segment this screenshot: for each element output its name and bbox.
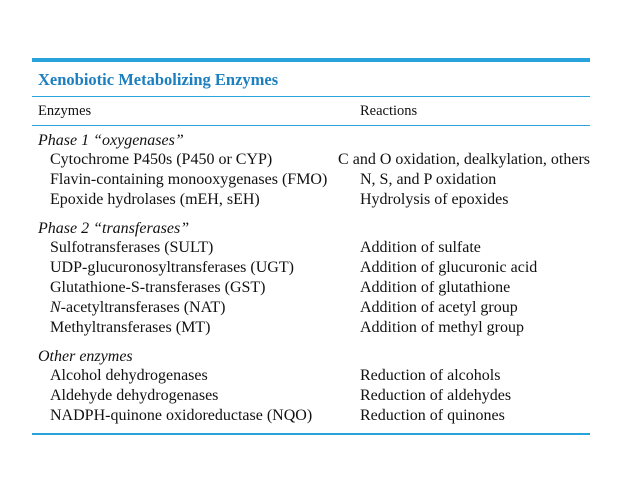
- table-bottom-rule: [32, 433, 590, 435]
- enzyme-cell: Epoxide hydrolases (mEH, sEH): [50, 191, 260, 208]
- enzyme-name: -acetyltransferases (NAT): [60, 299, 226, 316]
- enzyme-prefix: N: [50, 299, 61, 316]
- section-other: [32, 342, 590, 430]
- reaction-cell: C and O oxidation, dealkylation, others: [338, 151, 590, 168]
- reaction-cell: Reduction of aldehydes: [360, 387, 512, 404]
- table-row: [32, 318, 590, 338]
- enzyme-cell: Sulfotransferases (SULT): [50, 239, 214, 256]
- table-title: Xenobiotic Metabolizing Enzymes: [38, 70, 279, 89]
- enzyme-cell: UDP-glucuronosyltransferases (UGT): [50, 259, 294, 276]
- section-phase-1: [32, 126, 590, 214]
- reaction-cell: Reduction of quinones: [360, 407, 505, 424]
- enzyme-cell: Aldehyde dehydrogenases: [50, 387, 219, 404]
- enzyme-cell: NADPH-quinone oxidoreductase (NQO): [50, 407, 313, 424]
- enzyme-table: [32, 58, 590, 435]
- enzyme-cell: Alcohol dehydrogenases: [50, 367, 208, 384]
- reaction-cell: Addition of glucuronic acid: [360, 259, 538, 276]
- enzyme-cell: [32, 298, 360, 318]
- table-row: [32, 170, 590, 190]
- enzyme-cell: Flavin-containing monooxygenases (FMO): [50, 171, 328, 188]
- reaction-cell: Addition of glutathione: [360, 279, 511, 296]
- table-row: [32, 366, 590, 386]
- table-row: [32, 238, 590, 258]
- enzyme-cell: Methyltransferases (MT): [50, 319, 211, 336]
- table-row: [32, 406, 590, 426]
- table-row: [32, 190, 590, 210]
- table-row: [32, 386, 590, 406]
- section-title: Other enzymes: [38, 348, 133, 365]
- enzyme-cell: Glutathione-S-transferases (GST): [50, 279, 266, 296]
- section-phase-2: [32, 214, 590, 342]
- reaction-cell: Addition of acetyl group: [360, 299, 518, 316]
- table-row: [32, 258, 590, 278]
- header-enzymes: Enzymes: [38, 103, 92, 119]
- section-title: Phase 2 “transferases”: [38, 220, 190, 237]
- table-row: [32, 278, 590, 298]
- table-row: [32, 150, 590, 170]
- reaction-cell: Addition of methyl group: [360, 319, 524, 336]
- section-title: Phase 1 “oxygenases”: [38, 132, 184, 149]
- reaction-cell: Addition of sulfate: [360, 239, 481, 256]
- enzyme-cell: Cytochrome P450s (P450 or CYP): [50, 151, 273, 168]
- reaction-cell: Reduction of alcohols: [360, 367, 501, 384]
- reaction-cell: Hydrolysis of epoxides: [360, 191, 509, 208]
- table-row: [32, 298, 590, 318]
- reaction-cell: N, S, and P oxidation: [360, 171, 497, 188]
- table-header: [32, 97, 590, 125]
- header-reactions: Reactions: [360, 103, 418, 119]
